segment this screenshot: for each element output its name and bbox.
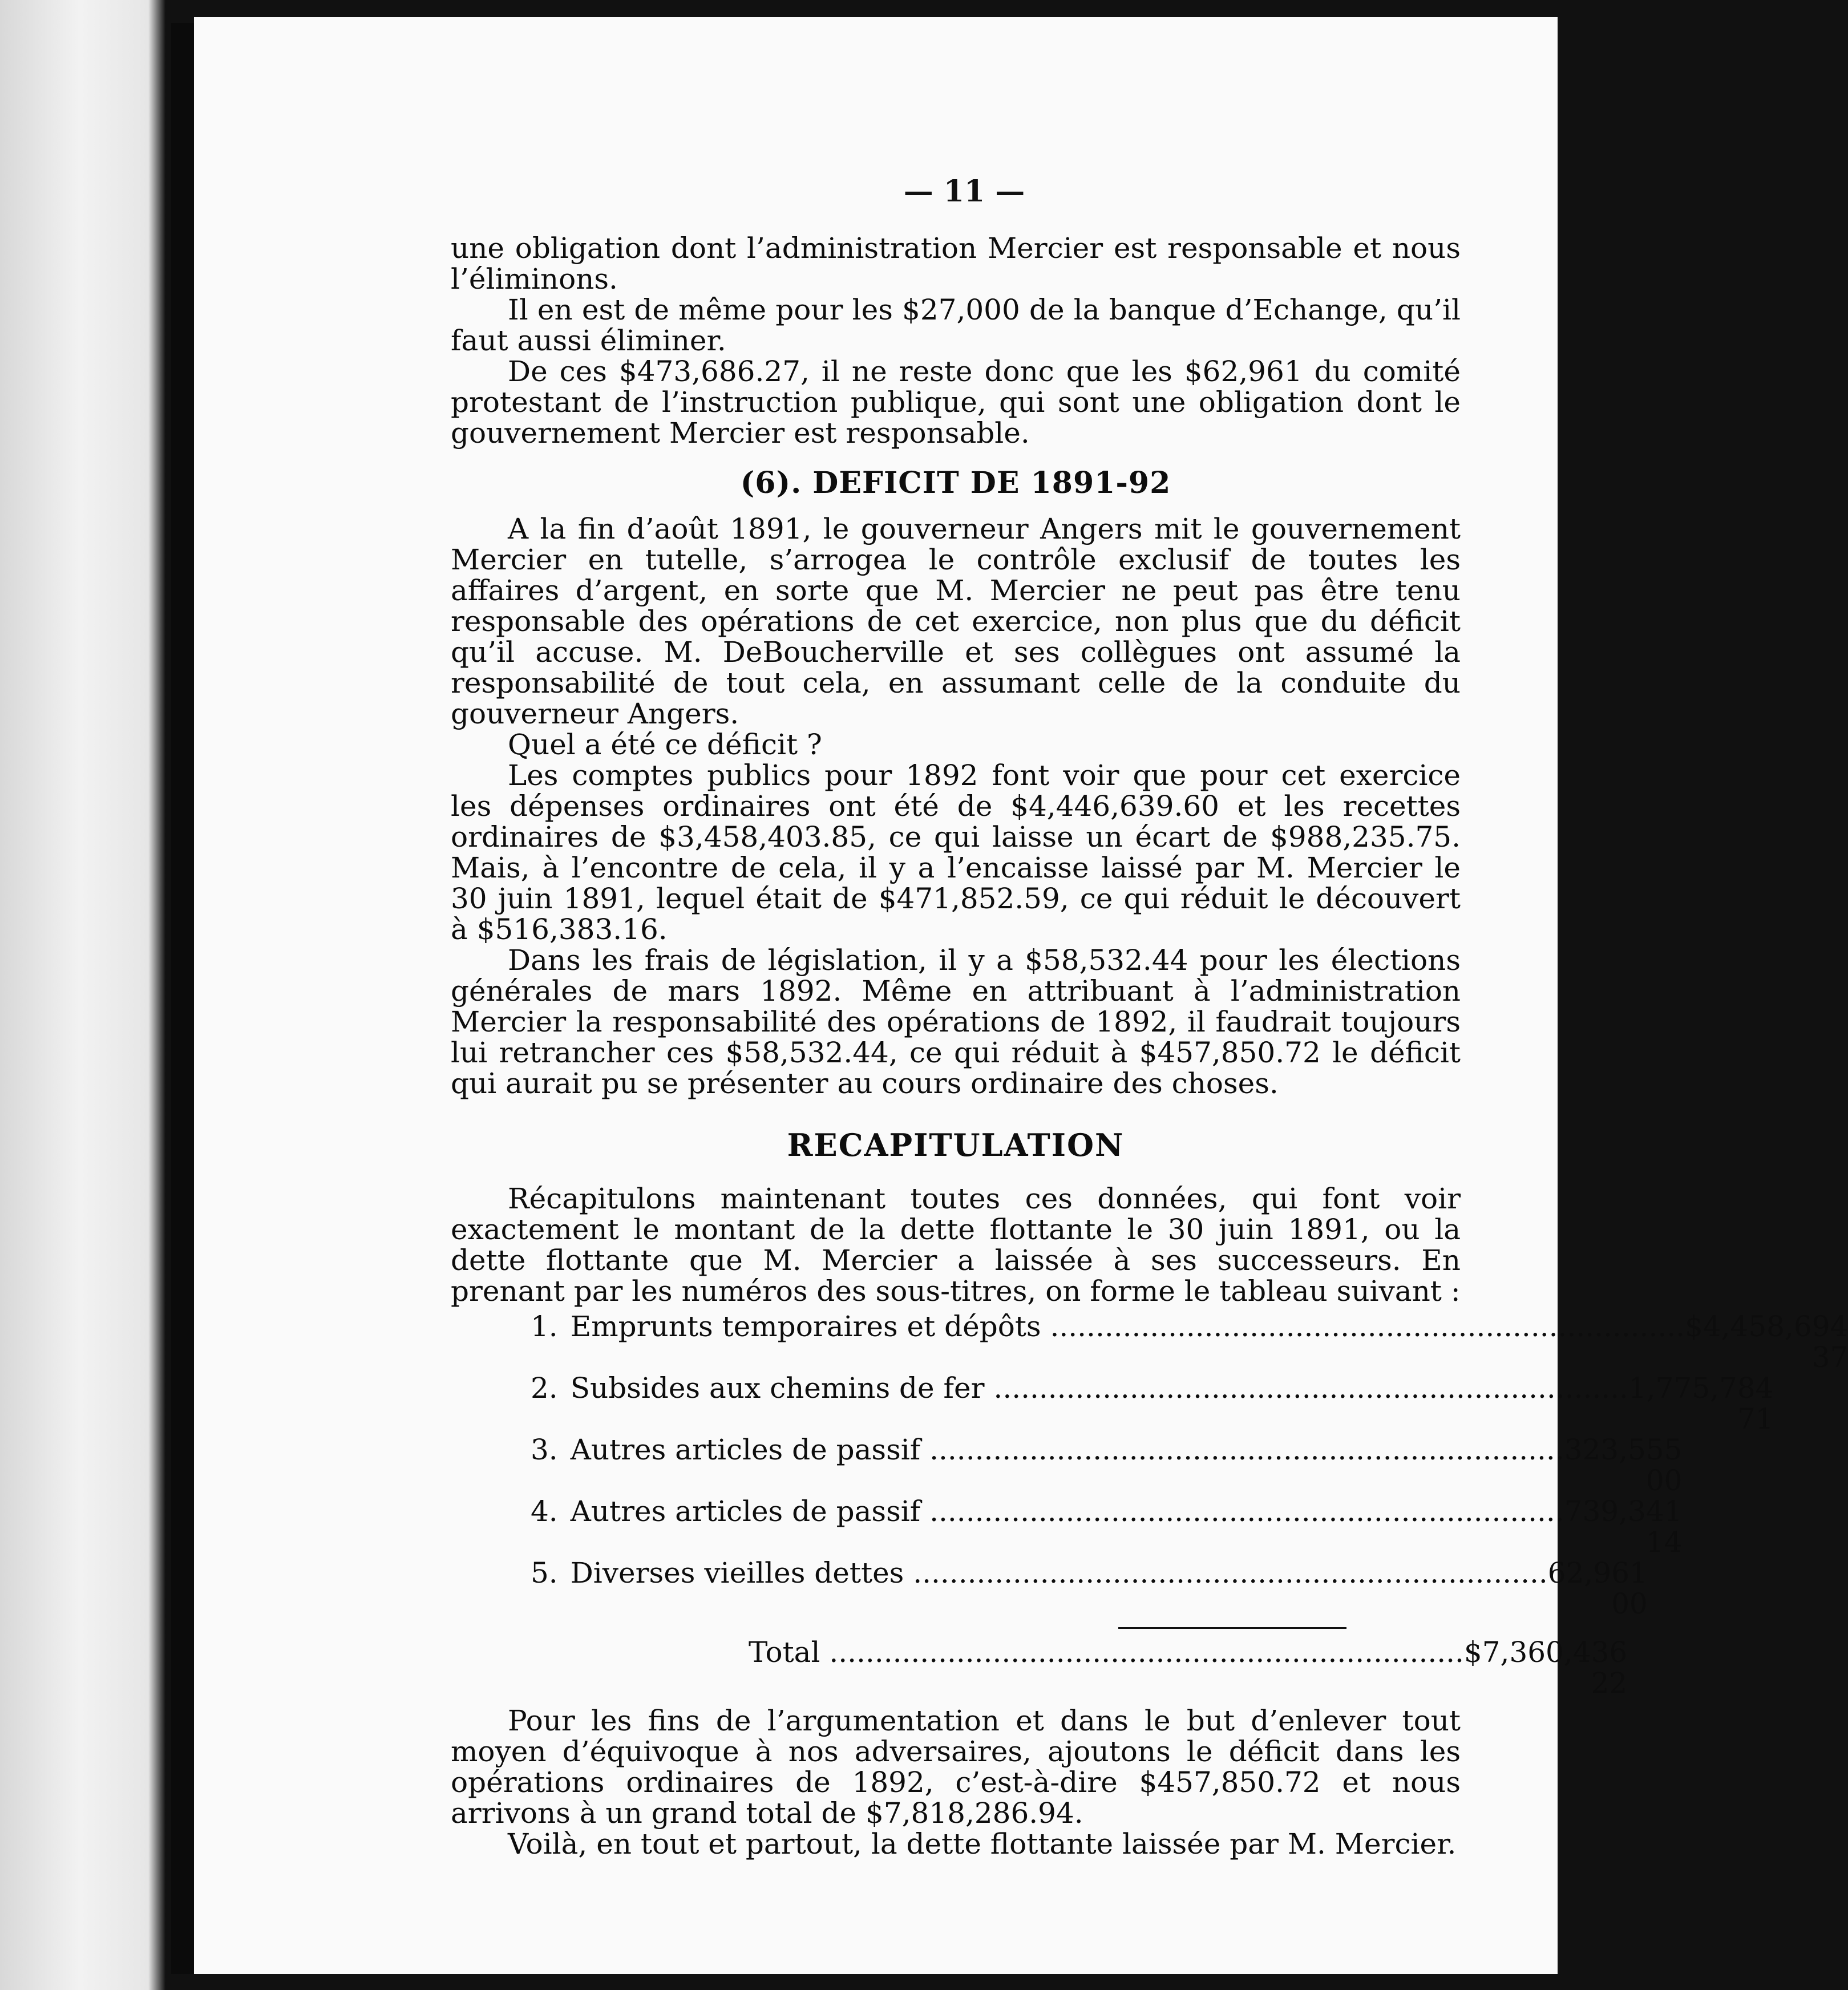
row-label: Diverses vieilles dettes ...................................................................... xyxy=(570,1556,1548,1589)
recap-table xyxy=(531,1310,1848,1700)
page-number: — 11 — xyxy=(903,174,1025,209)
row-amount: $4,458,694 37 xyxy=(1685,1310,1848,1374)
paragraph-banque: Il en est de même pour les $27,000 de la banque d’Echange, qu’il faut aussi éliminer. xyxy=(451,293,1461,357)
row-label: Subsides aux chemins de fer ...................................................................... xyxy=(570,1372,1628,1405)
row-number: 5. xyxy=(531,1556,558,1589)
paragraph-conclusion: Voilà, en tout et partout, la dette flottante laissée par M. Mercier. xyxy=(508,1827,1457,1860)
total-amount: $7,360,436 22 xyxy=(1463,1636,1628,1700)
dot-leader: ...................................................................... xyxy=(920,1433,1564,1466)
row-number: 2. xyxy=(531,1372,558,1405)
row-label: Autres articles de passif ...................................................................... xyxy=(570,1495,1564,1528)
row-number: 4. xyxy=(531,1495,558,1528)
paragraph-argumentation: Pour les fins de l’argumentation et dans le but d’enlever tout moyen d’équivoque à nos adversaires, ajoutons le déficit dans les opérations ordinaires de 1892, c’est-à-dire $457,850.72 et nous arrivons à un grand total de $7,818,286.94. xyxy=(451,1704,1461,1830)
paragraph-legislation: Dans les frais de législation, il y a $58,532.44 pour les élections générales de mars 1892. Même en attribuant à l’administration Mercier la responsabilité des opérations de 1892, il faudrait toujours lui retrancher ces $58,532.44, ce qui réduit à $457,850.72 le déficit qui aurait pu se présenter au cours ordinaire des choses. xyxy=(451,944,1461,1100)
paragraph-recap: Récapitulons maintenant toutes ces données, qui font voir exactement le montant de la dette flottante le 30 juin 1891, ou la dette flottante que M. Mercier a laissée à ses successeurs. En prenant par les numéros des sous-titres, on forme le tableau suivant : xyxy=(451,1182,1461,1308)
row-amount: 739,341 14 xyxy=(1564,1495,1683,1559)
paragraph-continuation: une obligation dont l’administration Mercier est responsable et nous l’éliminons. xyxy=(451,232,1461,296)
paragraph-comptes: Les comptes publics pour 1892 font voir que pour cet exercice les dépenses ordinaires ont été de $4,446,639.60 et les recettes ordinaires de $3,458,403.85, ce qui laisse un écart de $988,235.75. Mais, à l’encontre de cela, il y a l’encaisse laissé par M. Mercier le 30 juin 1891, lequel était de $471,852.59, ce qui réduit le découvert à $516,383.16. xyxy=(451,759,1461,946)
paragraph-question: Quel a été ce déficit ? xyxy=(508,728,822,761)
dot-leader: ...................................................................... xyxy=(1041,1310,1685,1343)
dot-leader: ...................................................................... xyxy=(820,1636,1464,1669)
section-heading-deficit: (6). DEFICIT DE 1891-92 xyxy=(740,466,1171,500)
table-row xyxy=(531,1310,1848,1374)
dot-leader: ...................................................................... xyxy=(904,1556,1548,1589)
paragraph-angers: A la fin d’août 1891, le gouverneur Angers mit le gouvernement Mercier en tutelle, s’arrogea le contrôle exclusif de toutes les affaires d’argent, en sorte que M. Mercier ne peut pas être tenu responsable des opérations de cet exercice, non plus que du déficit qu’il accuse. M. DeBoucherville et ses collègues ont assumé la responsabilité de tout cela, en assumant celle de la conduite du gouverneur Angers. xyxy=(451,512,1461,730)
row-number: 1. xyxy=(531,1310,558,1343)
section-heading-recap: RECAPITULATION xyxy=(787,1127,1125,1163)
row-amount: 323,555 00 xyxy=(1564,1433,1683,1497)
page-text xyxy=(451,232,1848,1860)
paragraph-comite: De ces $473,686.27, il ne reste donc que les $62,961 du comité protestant de l’instruction publique, qui sont une obligation dont le gouvernement Mercier est responsable. xyxy=(451,355,1461,450)
total-row xyxy=(531,1636,1628,1700)
total-label: Total ...................................................................... xyxy=(749,1636,1464,1669)
table-row xyxy=(531,1372,1774,1435)
table-row xyxy=(531,1556,1648,1620)
row-label: Emprunts temporaires et dépôts ...................................................................... xyxy=(570,1310,1685,1343)
row-amount: 62,961 00 xyxy=(1547,1556,1648,1620)
table-row xyxy=(531,1495,1683,1559)
adjacent-page-edge xyxy=(0,0,165,1990)
row-number: 3. xyxy=(531,1433,558,1466)
dot-leader: ...................................................................... xyxy=(984,1372,1628,1405)
row-amount: 1,775,784 71 xyxy=(1628,1372,1774,1435)
sum-rule xyxy=(1118,1627,1346,1632)
dot-leader: ...................................................................... xyxy=(920,1495,1564,1528)
table-row xyxy=(531,1433,1683,1497)
row-label: Autres articles de passif ...................................................................... xyxy=(570,1433,1564,1466)
